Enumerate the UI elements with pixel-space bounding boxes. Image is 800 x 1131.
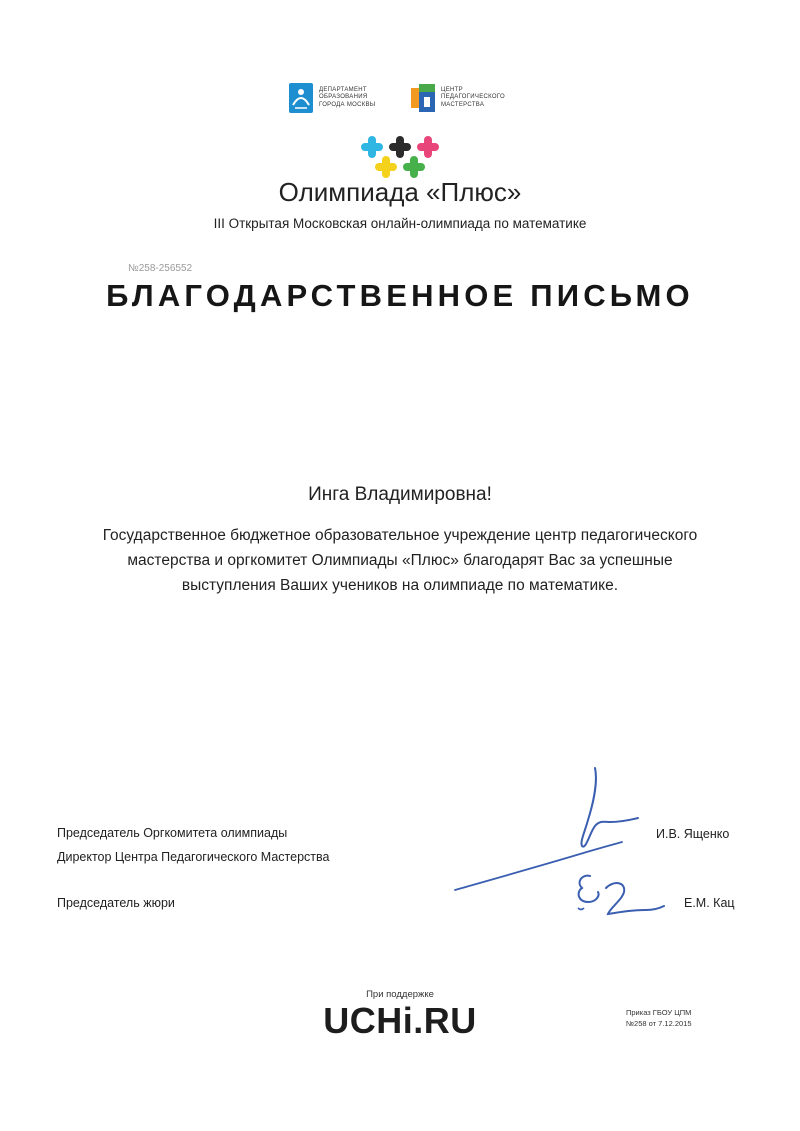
jury-chair-label: Председатель жюри [57,896,175,910]
department-of-education-logo [289,82,399,114]
uchi-ru-logo: UCHi.RU [323,1000,477,1041]
cpm-logo-text [441,87,505,110]
plus-green-icon [403,156,425,178]
department-logo-line: ДЕПАРТАМЕНТ [319,86,367,93]
order-note [626,1007,692,1029]
jury-chair-name: Е.М. Кац [684,896,735,910]
cpm-emblem-icon [411,84,435,112]
department-logo-text [319,87,375,110]
document-number: №258-256552 [128,263,193,274]
cpm-logo-line: ЦЕНТР [441,86,463,93]
letter-body [20,523,780,598]
olympiad-plus-logo-icon [358,134,442,182]
order-note-line: №258 от 7.12.2015 [626,1019,692,1028]
recipient-greeting: Инга Владимировна! [308,484,492,505]
center-pedagogical-mastery-logo [411,82,541,114]
olympiad-subtitle: III Открытая Московская онлайн-олимпиада по математике [213,216,587,231]
letter-body-line: мастерства и оргкомитет Олимпиады «Плюс» благодарят Вас за успешные [127,552,673,569]
chair-name: И.В. Ященко [656,827,730,841]
department-logo-line: ГОРОДА МОСКВЫ [319,101,376,108]
department-logo-line: ОБРАЗОВАНИЯ [319,94,368,101]
chair-label-line-2: Директор Центра Педагогического Мастерства [57,850,330,864]
order-note-line: Приказ ГБОУ ЦПМ [626,1008,692,1017]
letter-body-line: Государственное бюджетное образовательное учреждение центр педагогического [102,527,698,544]
plus-dark-icon [389,136,411,158]
plus-pink-icon [417,136,439,158]
letter-body-line: выступления Ваших учеников на олимпиаде по математике. [181,577,619,594]
cpm-logo-line: МАСТЕРСТВА [441,101,485,108]
chair-label-line-1: Председатель Оргкомитета олимпиады [57,826,288,840]
plus-yellow-icon [375,156,397,178]
plus-cyan-icon [361,136,383,158]
olympiad-title: Олимпиада «Плюс» [278,177,522,207]
cpm-logo-line: ПЕДАГОГИЧЕСКОГО [441,94,506,101]
jury-signature-icon [568,866,668,922]
letter-heading: БЛАГОДАРСТВЕННОЕ ПИСЬМО [106,278,694,313]
department-emblem-icon [289,83,313,113]
support-label: При поддержке [366,989,434,1000]
